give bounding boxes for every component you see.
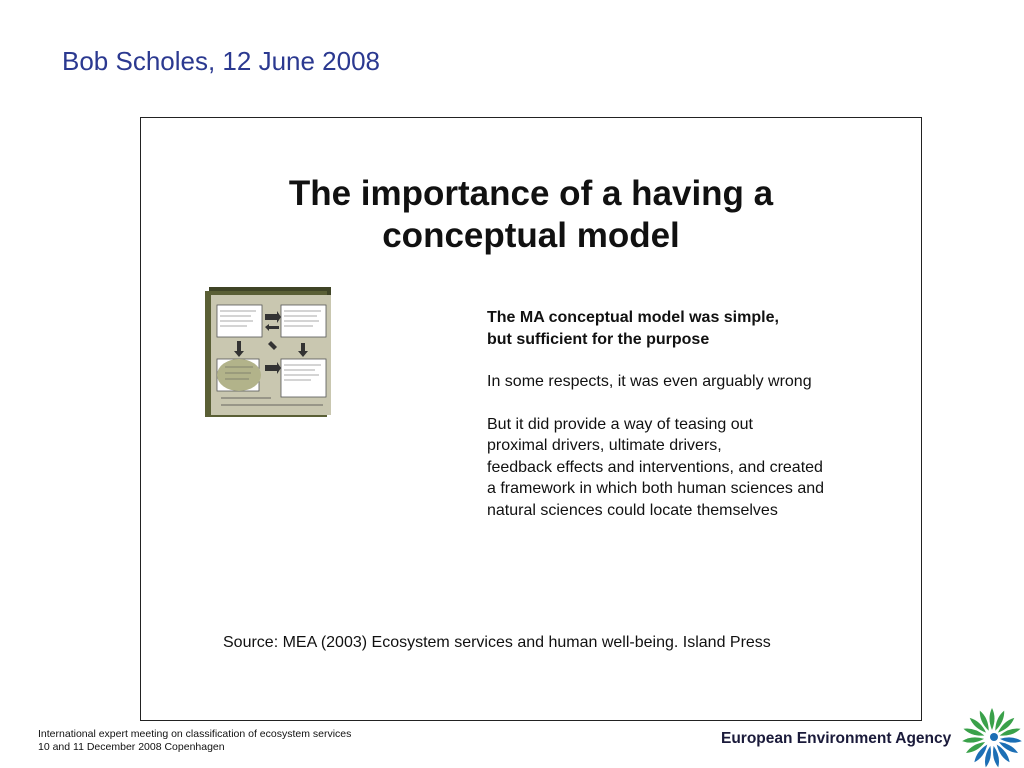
paragraph-line-4: a framework in which both human sciences and [487, 480, 825, 497]
source-citation: Source: MEA (2003) Ecosystem services and human well-being. Island Press [223, 634, 771, 651]
eea-logo-icon [958, 704, 1024, 768]
slide-title-line-2: conceptual model [382, 216, 680, 255]
paragraph-line-2: proximal drivers, ultimate drivers, [487, 437, 722, 454]
paragraph-line-1: But it did provide a way of teasing out [487, 415, 753, 433]
footer-meeting-info [38, 728, 351, 754]
footer-line-1: International expert meeting on classification of ecosystem services [38, 728, 352, 740]
bold-line-2: but sufficient for the purpose [487, 330, 710, 348]
slide-title [141, 173, 921, 257]
page-header-title: Bob Scholes, 12 June 2008 [62, 46, 381, 76]
paragraph-line-3: feedback effects and interventions, and created [487, 458, 823, 476]
slide-body-text [487, 307, 887, 521]
slide-title-line-1: The importance of a having a [288, 174, 774, 213]
footer-line-2: 10 and 11 December 2008 Copenhagen [38, 741, 225, 753]
agency-name: European Environment Agency [721, 730, 952, 747]
paragraph-arguably-wrong: In some respects, it was even arguably wrong [487, 373, 812, 390]
paragraph-line-5: natural sciences could locate themselves [487, 501, 778, 519]
ma-conceptual-model-diagram-icon [201, 283, 333, 417]
bold-line-1: The MA conceptual model was simple, [487, 309, 779, 326]
slide-image-frame [140, 117, 922, 721]
